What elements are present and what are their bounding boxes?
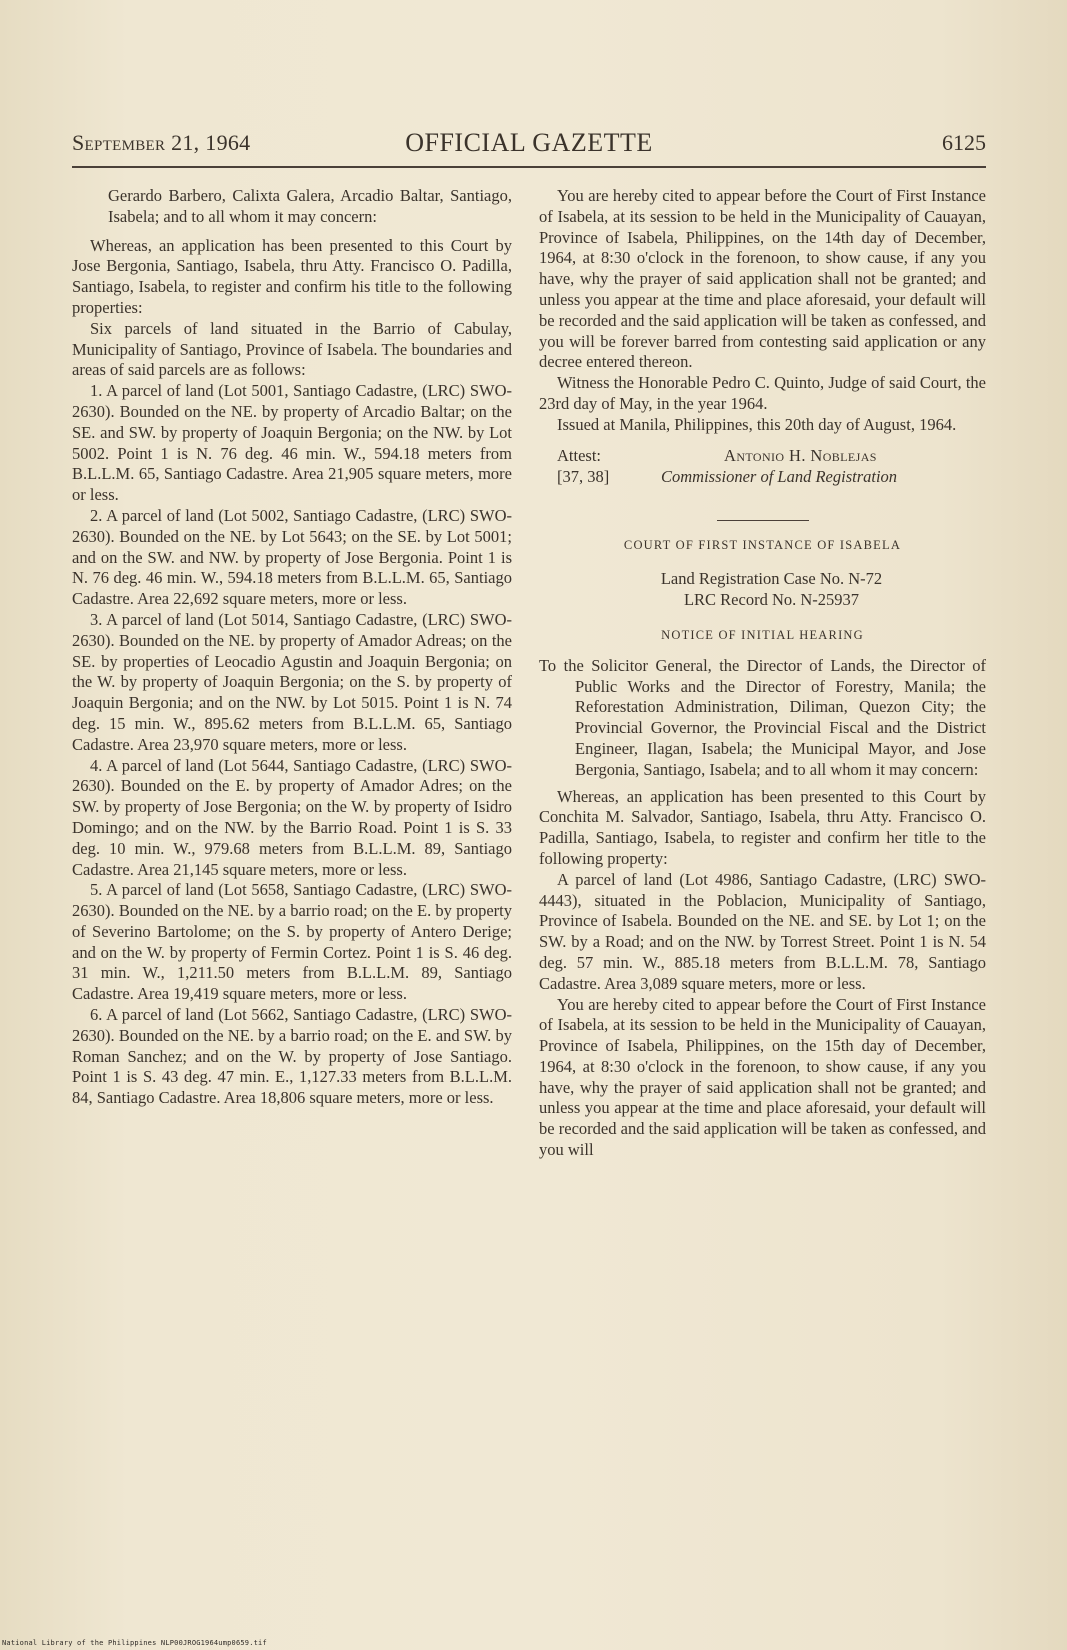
- publication-title: OFFICIAL GAZETTE: [405, 128, 653, 157]
- parcel-4: 4. A parcel of land (Lot 5644, Santiago Cadastre, (LRC) SWO-2630). Bounded on the E. by property of Amador Adres; on the SW. by property of Jose Bergonia; on the W. by property of Isidro Domingo; and on the NW. by the Barrio Road. Point 1 is S. 33 deg. 10 min. W., 979.68 meters from B.L.L.M. 89, Santiago Cadastre. Area 21,145 square meters, more or less.: [72, 755, 512, 879]
- citation-paragraph: You are hereby cited to appear before the Court of First Instance of Isabela, at its session to be held in the Municipality of Cauayan, Province of Isabela, Philippines, on the 14th day of December, 1964, at 8:30 o'clock in the forenoon, to show cause, if any you have, why the prayer of said application shall not be granted; and unless you appear at the time and place aforesaid, your default will be recorded and the said application will be taken as confessed, and you will be forever barred from contesting said application or any decree entered thereon.: [539, 186, 986, 372]
- attest-label: Attest:: [557, 445, 601, 465]
- page-header: [72, 128, 986, 168]
- issued-paragraph: Issued at Manila, Philippines, this 20th day of August, 1964.: [557, 414, 957, 434]
- record-number: LRC Record No. N-25937: [683, 590, 860, 610]
- parcel-5: 5. A parcel of land (Lot 5658, Santiago Cadastre, (LRC) SWO-2630). Bounded on the NE. by a barrio road; on the E. by property of Severino Bartolome; on the S. by property of Antero Derige; and on the W. by property of Fermin Cortez. Point 1 is S. 46 deg. 31 min. W., 1,211.50 meters from B.L.L.M. 89, Santiago Cadastre. Area 19,419 square meters, more or less.: [72, 880, 512, 1004]
- attest-name: Antonio H. Noblejas: [724, 445, 877, 465]
- parcel-2: 2. A parcel of land (Lot 5002, Santiago Cadastre, (LRC) SWO-2630). Bounded on the NE. by Lot 5643; on the SE. by Lot 5001; and on the SW. and NW. by property of Jose Bergonia. Point 1 is N. 76 deg. 46 min. W., 594.18 meters from B.L.L.M. 65, Santiago Cadastre. Area 22,692 square meters, more or less.: [72, 505, 512, 609]
- header-date: September 21, 1964: [72, 130, 251, 155]
- parcel-1: 1. A parcel of land (Lot 5001, Santiago Cadastre, (LRC) SWO-2630). Bounded on the NE. by property of Arcadio Baltar; on the SE. and SW. by property of Joaquin Bergonia; on the NW. by Lot 5002. Point 1 is N. 76 deg. 46 min. W., 594.18 meters from B.L.L.M. 65, Santiago Cadastre. Area 21,905 square meters, more or less.: [72, 381, 512, 505]
- parcel-6: 6. A parcel of land (Lot 5662, Santiago Cadastre, (LRC) SWO-2630). Bounded on the NE. by a barrio road; on the E. and SW. by Roman Sanchez; and on the W. by property of Jose Santiago. Point 1 is S. 43 deg. 47 min. E., 1,127.33 meters from B.L.L.M. 84, Santiago Cadastre. Area 18,806 square meters, more or less.: [72, 1005, 512, 1108]
- right-column: [539, 186, 986, 1161]
- parcel-3: 3. A parcel of land (Lot 5014, Santiago Cadastre, (LRC) SWO-2630). Bounded on the NE. by property of Amador Adreas; on the SE. by properties of Leocadio Agustin and Joaquin Bergonia; on the W. by property of Joaquin Bergonia; on the S. by property of Joaquin Bergonia; and on the NW. by Lot 5015. Point 1 is N. 74 deg. 15 min. W., 895.62 meters from B.L.L.M. 65, Santiago Cadastre. Area 23,970 square meters, more or less.: [72, 609, 512, 754]
- court-heading: COURT OF FIRST INSTANCE OF ISABELA: [623, 537, 902, 552]
- whereas-paragraph-2: Whereas, an application has been presented to this Court by Conchita M. Salvador, Santiago, Isabela, thru Atty. Francisco O. Padilla, Santiago, Isabela, to register and confirm her title to the following property:: [539, 786, 986, 868]
- attest-title: Commissioner of Land Registration: [661, 466, 898, 486]
- header-rule: [72, 166, 986, 168]
- section-separator: [717, 520, 809, 521]
- addressee-list: To the Solicitor General, the Director of Lands, the Director of Public Works and the Director of Forestry, Manila; the Reforestation Administration, Diliman, Quezon City; the Provincial Governor, the Provincial Fiscal and the District Engineer, Ilagan, Isabela; the Municipal Mayor, and Jose Bergonia, Santiago, Isabela; and to all whom it may concern:: [539, 655, 986, 779]
- parcels-intro: Six parcels of land situated in the Barrio of Cabulay, Municipality of Santiago, Province of Isabela. The boundaries and areas of said parcels are as follows:: [72, 318, 512, 380]
- page-number: 6125: [942, 130, 986, 155]
- notice-heading: NOTICE OF INITIAL HEARING: [661, 627, 864, 642]
- witness-paragraph: Witness the Honorable Pedro C. Quinto, Judge of said Court, the 23rd day of May, in the year 1964.: [539, 373, 986, 413]
- attest-reference: [37, 38]: [557, 466, 610, 486]
- left-column: [72, 186, 512, 1109]
- citation-paragraph-2: You are hereby cited to appear before the Court of First Instance of Isabela, at its session to be held in the Municipality of Cauayan, Province of Isabela, Philippines, on the 15th day of December, 1964, at 8:30 o'clock in the forenoon, to show cause, if any you have, why the prayer of said application shall not be granted; and unless you appear at the time and place aforesaid, your default will be recorded and the said application will be taken as confessed, and you will: [539, 994, 986, 1160]
- whereas-paragraph: Whereas, an application has been presented to this Court by Jose Bergonia, Santiago, Isabela, thru Atty. Francisco O. Padilla, Santiago, Isabela, to register and confirm his title to the following properties:: [72, 235, 512, 317]
- case-number: Land Registration Case No. N-72: [660, 569, 883, 589]
- parcel-description: A parcel of land (Lot 4986, Santiago Cadastre, (LRC) SWO-4443), situated in the Poblacion, Municipality of Santiago, Province of Isabela. Bounded on the NE. and SE. by Lot 1; on the SW. by a Road; and on the NW. by Torrest Street. Point 1 is N. 54 deg. 57 min. W., 885.18 meters from B.L.L.M. 78, Santiago Cadastre. Area 3,089 square meters, more or less.: [539, 869, 986, 993]
- attestation-block: [539, 446, 986, 490]
- addressee-continuation: Gerardo Barbero, Calixta Galera, Arcadio Baltar, Santiago, Isabela; and to all whom it may concern:: [108, 186, 512, 226]
- scan-footer: National Library of the Philippines NLP00JROG1964ump0659.tif: [2, 1639, 267, 1647]
